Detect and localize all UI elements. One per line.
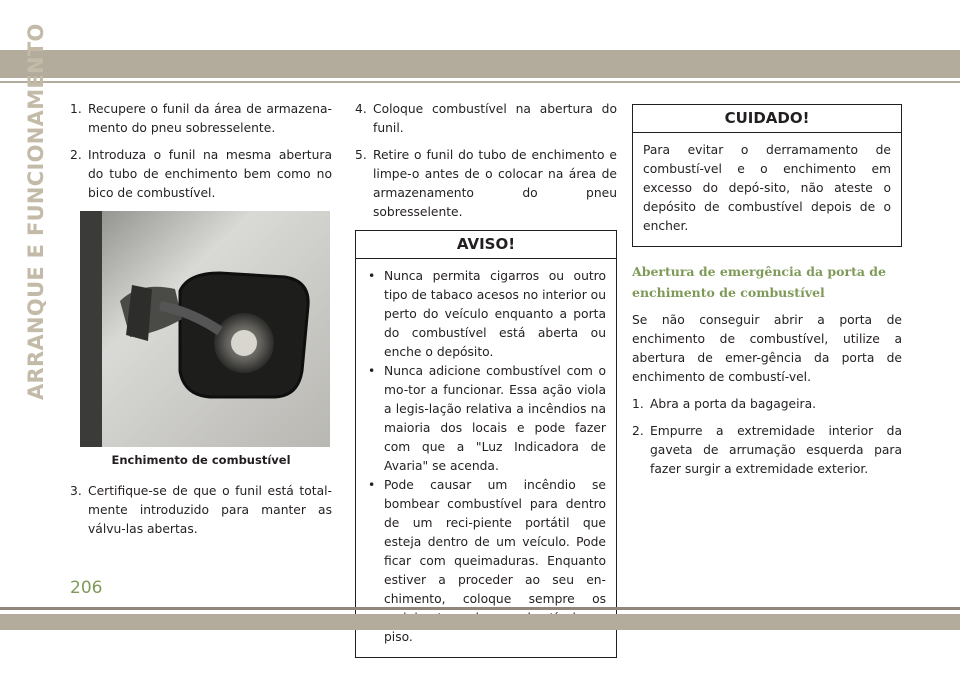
photo-caption: Enchimento de combustível [111, 453, 291, 467]
caution-text: Para evitar o derramamento de combustí-vel e o enchimento em excesso do depó-sito, não ateste o depósito de combustível depois de o encher. [643, 143, 891, 233]
list-item: • Nunca adicione combustível com o mo-tor a funcionar. Essa ação viola a legis-lação relativa a incêndios na maioria dos locais e pode fazer com que a "Luz Indicadora de Avaria" se acenda. [368, 364, 606, 473]
steps-list-1 [70, 100, 332, 203]
column-1 [70, 100, 332, 547]
list-item: 5. Retire o funil do tubo de enchimento e limpe-o antes de o colocar na área de armazenamento do pneu sobresselente. [355, 148, 617, 219]
fuel-filler-photo [80, 211, 330, 447]
header-rule [0, 81, 960, 83]
bullet-icon: • [368, 478, 376, 492]
list-item: • Pode causar um incêndio se bombear combustível para dentro de um reci-piente portátil que esteja dentro de um veículo. Pode ficar com queimaduras. Enquanto estiver a proceder ao seu en-chimento, coloque sempre os piso. [368, 478, 606, 644]
section-heading: Abertura de emergência da porta de enchimento de combustível [632, 264, 887, 300]
page-number: 206 [70, 578, 103, 598]
footer-rule [0, 607, 960, 610]
list-item: • Nunca permita cigarros ou outro tipo de tabaco acesos no interior ou perto do veículo enquanto a porta do combustível está aberta ou enche o depósito. [368, 269, 606, 359]
list-item: 1. Abra a porta da bagageira. [632, 397, 817, 411]
steps-list-1b [70, 482, 332, 539]
warning-box [355, 230, 617, 658]
caution-title: CUIDADO! [633, 105, 901, 133]
paragraph: Se não conseguir abrir a porta de enchimento de combustível, utilize a abertura de emer-gência da porta de enchimento de combustí-vel. [632, 313, 902, 384]
steps-list-2 [355, 100, 617, 222]
header-band [0, 50, 960, 78]
list-item: 2. Empurre a extremidade interior da gaveta de arrumação esquerda para fazer surgir a extremidade exterior. [632, 424, 902, 476]
section-side-title: ARRANQUE E FUNCIONAMENTO [24, 23, 48, 400]
bullet-icon: • [368, 269, 376, 283]
list-item: 1. Recupere o funil da área de armazena-mento do pneu sobresselente. [70, 102, 332, 135]
warning-title: AVISO! [356, 231, 616, 259]
footer-band [0, 614, 960, 630]
steps-list-3 [632, 395, 902, 479]
caution-box [632, 104, 902, 247]
warning-list [366, 267, 606, 647]
column-2 [355, 100, 617, 658]
list-item: 3. Certifique-se de que o funil está total-mente introduzido para manter as válvu-las abertas. [70, 484, 332, 536]
list-item: 4. Coloque combustível na abertura do funil. [355, 102, 617, 135]
column-3 [632, 100, 902, 487]
fuel-door-illustration [80, 211, 330, 447]
bullet-icon: • [368, 364, 376, 378]
list-item: 2. Introduza o funil na mesma abertura do tubo de enchimento bem como no bico de combustível. [70, 148, 332, 200]
